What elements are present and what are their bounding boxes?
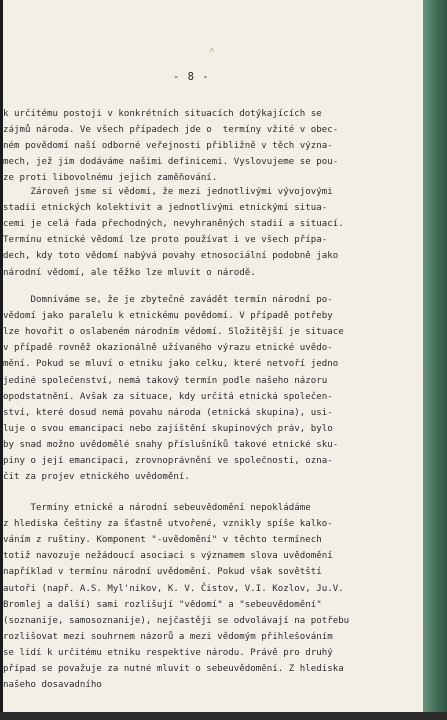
text-line: lze hovořit o oslabeném národním vědomí. Složitější je situace [3, 327, 344, 338]
text-line: národní vědomí, ale těžko lze mluvit o národě. [3, 267, 256, 278]
text-line: Termíny etnické a národní sebeuvědomění nepokládáme [3, 503, 311, 513]
pencil-mark: ˄ [209, 46, 215, 56]
text-line: z hlediska češtiny za šťastně utvořené, vznikly spíše kalko- [3, 519, 333, 530]
text-line: Bromlej a další) sami rozlišují "vědomí" a "sebeuvědomění" [3, 599, 322, 610]
text-line: vědomí jako paralelu k etnickému povědomí. V případě potřeby [3, 311, 333, 322]
text-line: například v termínu národní uvědomění. Pokud však sovětští [3, 567, 322, 578]
text-line: rozlišovat mezi souhrnem názorů a mezi vědomým přihlešováním [3, 631, 333, 642]
page-number: - 8 - [173, 71, 210, 83]
text-line: mech, jež jim dodáváme našimi definicemi. Vyslovujeme se pou- [3, 157, 339, 168]
text-line: k určitému postoji v konkrétních situacích dotýkajících se [3, 109, 322, 119]
text-line: opodstatnění. Avšak za situace, kdy určitá etnická společen- [3, 391, 333, 402]
text-line: stadii etnických kolektivit a jednotlivými etnickými situa- [3, 203, 328, 214]
text-line: by snad možno uvědomělé snahy příslušníků takové etnické sku- [3, 439, 339, 450]
text-line: váním z ruštiny. Komponent "-uvědomění" v těchto termínech [3, 535, 322, 546]
text-line: ze proti libovolnému jejich zaměňování. [3, 173, 218, 184]
text-line: zájmů národa. Ve všech případech jde o termíny vžité v obec- [3, 125, 339, 136]
text-line: v případě rovněž okazionálně užívaného výrazu etnické uvědo- [3, 343, 333, 354]
text-line: dech, kdy toto vědomí nabývá povahy etnosociální podobně jako [3, 251, 339, 262]
page-bottom-edge [0, 712, 447, 720]
text-line: luje o svou emancipaci nebo zajištění skupinových práv, bylo [3, 423, 333, 434]
text-line: Domníváme se, že je zbytečné zavádět termín národní po- [3, 295, 333, 305]
text-line: ném povědomí naší odborné veřejnosti přibližně v těch význa- [3, 141, 333, 152]
text-line: jediné společenství, nemá takový termín podle našeho názoru [3, 375, 328, 386]
text-line: (soznanije, samosoznanije), nejčastěji se odvolávají na potřebu [3, 615, 350, 626]
text-line: totiž navozuje nežádoucí asociaci s významem slova uvědomění [3, 551, 333, 562]
document-page [3, 0, 423, 712]
text-line: případ se považuje za nutné mluvit o sebeuvědomění. Z hlediska [3, 664, 344, 674]
text-line: se lidí k určitému etniku respektive národu. Právě pro druhý [3, 647, 333, 658]
text-line: čit za projev etnického uvědomění. [3, 472, 190, 483]
text-line: ství, které dosud nemá povahu národa (etnická skupina), usi- [3, 407, 333, 418]
text-line: Zároveň jsme si vědomi, že mezi jednotlivými vývojovými [3, 187, 333, 197]
text-line: mění. Pokud se mluví o etniku jako celku, které netvoří jedno [3, 359, 339, 370]
binding-spine [423, 0, 447, 720]
text-line: našeho dosavadního [3, 680, 102, 691]
text-line: Termínu etnické vědomí lze proto používat i ve všech přípa- [3, 235, 328, 246]
text-line: autoři (např. A.S. Myl'nikov, K. V. Čistov, V.I. Kozlov, Ju.V. [3, 583, 344, 594]
text-line: cemi je celá řada přechodných, nevyhraněných stadií a situací. [3, 219, 344, 230]
text-line: piny o její emancipaci, zrovnoprávnění ve společnosti, ozna- [3, 456, 333, 466]
